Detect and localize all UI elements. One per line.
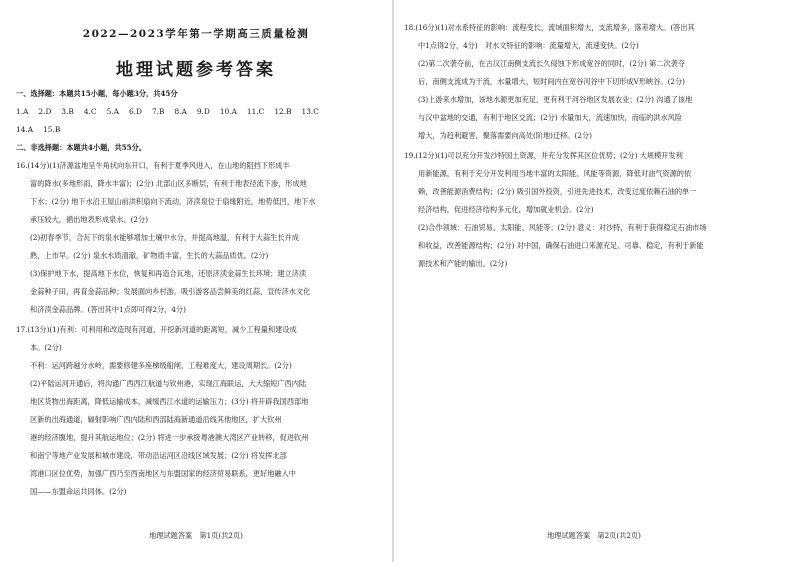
mc-answer: 12.B	[274, 107, 292, 116]
q16-line: (3)保护地下水，提高地下水位，恢复和再造合瓦地，还原济渎金蒜生长环境；建立济渎	[30, 269, 307, 278]
q19-line: 19.(12分)(1)可以充分开发沙特国土资源，并充分发挥其区位优势；(2分) 大规模开发利	[404, 151, 683, 160]
q18-line: 后，南侧支流成为干流，水量增大，短时间内在宽谷河谷中下切形成V形峡谷。(2分)	[418, 77, 685, 86]
mc-answer: 9.D	[196, 107, 210, 116]
page-2	[394, 0, 794, 562]
mc-answers-row-1	[16, 106, 384, 118]
q18-line: 中1点得2分，4分) 对水文特征的影响：流量增大，流速变快。(2分)	[418, 41, 639, 50]
page-footer: 地理试题答案 第2页(共2页)	[547, 531, 641, 540]
q19-line: 源技术和产能的输出。(2分)	[418, 259, 508, 268]
mc-answer: 15.B	[43, 125, 61, 134]
q16-line: 金蒜种子田，再育金蒜品种；发展面向乡村游，吸引游客品尝鲜美的红蒜，宣传济水文化	[30, 287, 311, 296]
q16-line: 和济渎金蒜品牌。(答出其中1点即可得2分，4分)	[30, 305, 186, 314]
q19-line: 赖，改善能源消费结构；(2分) 吸引国外投资，引进先进技术，改变过度依赖石油的单一	[418, 187, 697, 196]
q17-line: 区新的出海通道，辐射影响广西内陆和西部陆海新通道沿线其他地区，扩大钦州	[30, 415, 282, 424]
mc-answer: 1.A	[16, 107, 29, 116]
section-1-heading: 一、选择题：本题共15小题，每小题3分，共45分	[16, 89, 178, 98]
mc-answer: 10.A	[219, 107, 237, 116]
q18-line: (3)上游来水增加，该地水源更加充足，更有利于河谷地区发展农业；(2分) 沟通了该地	[418, 95, 693, 104]
page-1	[0, 0, 392, 562]
q17-line: 港的经济腹地，提升其航运地位；(2分) 将进一步承接粤港澳大湾区产业转移，促进钦州	[30, 433, 309, 442]
mc-answer: 13.C	[301, 107, 319, 116]
q16-line: 16.(14分)(1)济源盆地呈牛角状向东开口，有利于夏季风进入，在山地的阻挡下形成丰	[16, 161, 290, 170]
page-footer: 地理试题答案 第1页(共2页)	[149, 531, 243, 540]
mc-answer: 14.A	[16, 125, 34, 134]
mc-answers-row-2	[16, 124, 384, 136]
q16-line: 富的降水(多地形雨，降水丰富)；(2分) 北部山区多断层，有利于地表径流下渗，形成地	[30, 179, 307, 188]
q16-line: 承压较大，循出地表形成泉水。(2分)	[30, 215, 148, 224]
mc-answer: 4.C	[83, 107, 97, 116]
q17-line: 不利：运河跨越分水岭，需要修建多座梯级船闸，工程难度大，建设周期长。(2分)	[30, 361, 292, 370]
mc-answer: 11.C	[246, 107, 265, 116]
q19-line: (2)合作领域：石油贸易、太阳能、风能等；(2分) 意义：对沙特，有利于获得稳定石油市场	[418, 223, 707, 232]
q19-line: 用新能源，有利于充分开发利用当地丰富的太阳能、风能等资源，降低对油气资源的依	[418, 169, 692, 178]
mc-answer: 7.B	[151, 107, 165, 116]
q19-line: 经济结构，促进经济结构多元化，增加就业机会。(2分)	[418, 205, 594, 214]
mc-answer: 3.B	[61, 107, 74, 116]
section-2-heading: 二、非选择题：本题共4小题，共55分。	[16, 143, 147, 152]
mc-answer: 5.A	[106, 107, 119, 116]
q17-line: (2)平陆运河开通后，将沟通广西西江航道与钦州港，实现江海联运，大大缩短广西内陆	[30, 379, 307, 388]
q17-line: 和南宁等地产业发展和城市建设，带动沿运河区沿线区域发展；(2分) 将发挥北部	[30, 451, 287, 460]
q17-line: 17.(13分)(1)有利：可利用和改造现有河道，开挖新河道的距离短，减少工程量和建设成	[16, 325, 297, 334]
q18-line: 18.(16分)(1)对水系特征的影响：流程变长，流域面积增大，支流增多，落差增大。(答出其	[404, 23, 695, 32]
q19-line: 和收益，改善能源结构；(2分) 对中国，确保石油进口来源充足、可靠、稳定，有利于新能	[418, 241, 704, 250]
q16-line: (2)初春季节，合瓦下的泉水能够增加土壤中水分，并提高地温，有利于大蒜生长并成	[30, 233, 299, 242]
q18-line: (2)第二次袭夺前，在古汉江南侧支流长久侵蚀下形成宽谷的同时，(2分) 第二次袭夺	[418, 59, 686, 68]
exam-title: 2022—2023学年第一学期高三质量检测	[82, 28, 310, 40]
mc-answer: 6.D	[128, 107, 142, 116]
mc-answer: 8.A	[174, 107, 187, 116]
q17-line: 国——东盟命运共同体。(2分)	[30, 487, 127, 496]
q18-line: 增大，为趋利避害，聚落需要向高处(阶地)迁移。(2分)	[418, 131, 592, 140]
q18-line: 与汉中盆地的交通，有利于地区交流；(2分) 水量加大，流速加快，而临的洪水风险	[418, 113, 683, 122]
q17-line: 湾港口区位优势，加强广西乃至西南地区与东盟国家的经济贸易联系，更好地融入中	[30, 469, 296, 478]
q17-line: 地区货物出海距离，降低运输成本，减缓西江水道的运输压力；(3分) 将开辟我国西部地	[30, 397, 309, 406]
page-title: 地理试题参考答案	[116, 60, 276, 80]
q16-line: 熟，上市早。(2分) 泉水水质清澈，矿物质丰富，生长的大蒜品质优。(2分)	[30, 251, 269, 260]
q17-line: 本。(2分)	[30, 343, 62, 352]
mc-answer: 2.D	[38, 107, 52, 116]
q16-line: 下水；(2分) 地下水沿王屋山前洪积扇向下流动，济渎泉位于扇缘附近，地势低凹，地下水	[30, 197, 316, 206]
